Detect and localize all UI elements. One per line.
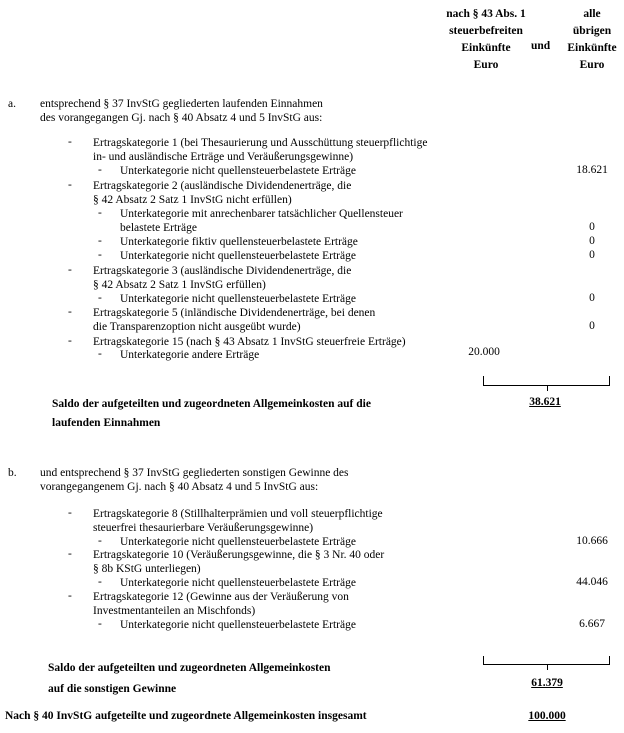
item-line: Investmentanteilen an Mischfonds): [93, 605, 256, 618]
list-item-subcategory: [98, 348, 259, 362]
item-line: Unterkategorie nicht quellensteuerbelastete Erträge: [120, 536, 356, 548]
dash-marker: -: [98, 618, 102, 630]
item-line: steuerfrei thesaurierbare Veräußerungsgewinne): [93, 522, 314, 535]
item-line: Ertragskategorie 15 (nach § 43 Absatz 1 InvStG steuerfreie Erträge): [93, 336, 406, 348]
sum-brace-a: [483, 376, 610, 386]
list-item-category-1: [68, 136, 427, 164]
item-line: § 8b KStG unterliegen): [93, 563, 201, 576]
column-header-unit: Euro: [473, 59, 499, 71]
item-line: Ertragskategorie 3 (ausländische Dividendenerträge, die: [93, 265, 352, 277]
section-a-label: a.: [8, 98, 16, 110]
saldo-b: [48, 658, 331, 700]
column-header-line: Einkünfte: [461, 42, 511, 54]
subtotal-b-value: 61.379: [531, 677, 563, 689]
saldo-line: Saldo der aufgeteilten und zugeordneten Allgemeinkosten auf die: [52, 398, 371, 410]
grand-total-value: 100.000: [528, 710, 566, 722]
item-line: Ertragskategorie 2 (ausländische Dividendenerträge, die: [93, 180, 352, 192]
item-line: Unterkategorie nicht quellensteuerbelastete Erträge: [120, 577, 356, 589]
item-line: Ertragskategorie 12 (Gewinne aus der Veräußerung von: [93, 591, 349, 603]
saldo-line: Saldo der aufgeteilten und zugeordneten Allgemeinkosten: [48, 662, 331, 674]
dash-marker: -: [98, 348, 102, 360]
item-line: Unterkategorie nicht quellensteuerbelastete Erträge: [120, 293, 356, 305]
item-line: Ertragskategorie 10 (Veräußerungsgewinne, die § 3 Nr. 40 oder: [93, 549, 385, 561]
column-header-line: nach § 43 Abs. 1: [446, 8, 526, 20]
list-item-category-10: [68, 548, 384, 576]
item-line: § 42 Absatz 2 Satz 1 InvStG nicht erfüllen): [93, 194, 292, 207]
dash-marker: -: [98, 164, 102, 176]
item-line: Ertragskategorie 8 (Stillhalterprämien und voll steuerpflichtige: [93, 508, 383, 520]
list-item-subcategory: [98, 249, 356, 263]
list-item-subcategory: [98, 292, 356, 306]
item-line: die Transparenzoption nicht ausgeübt wurde): [93, 321, 301, 334]
value-col2: 0: [589, 221, 595, 233]
value-col2: 6.667: [579, 618, 605, 630]
list-item-category-3: [68, 264, 351, 292]
column-header-conjunction: und: [531, 40, 551, 52]
item-line: Ertragskategorie 1 (bei Thesaurierung und Ausschüttung steuerpflichtige: [93, 137, 428, 149]
saldo-a: [52, 395, 371, 433]
dash-marker: -: [98, 249, 102, 261]
section-b-intro: [40, 467, 349, 494]
list-item-subcategory: [98, 164, 356, 178]
dash-marker: -: [68, 335, 72, 347]
value-col2: 0: [589, 292, 595, 304]
item-line: in- und ausländische Erträge und Veräußerungsgewinne): [93, 151, 354, 164]
dash-marker: -: [68, 548, 72, 560]
item-line: Unterkategorie nicht quellensteuerbelastete Erträge: [120, 165, 356, 177]
intro-line: entsprechend § 37 InvStG gegliederten laufenden Einnahmen: [40, 98, 323, 110]
list-item-subcategory: [98, 207, 403, 235]
intro-line: des vorangegangen Gj. nach § 40 Absatz 4 und 5 InvStG aus:: [40, 111, 323, 124]
sum-brace-b: [483, 656, 610, 665]
brace-tick: [547, 664, 548, 670]
list-item-subcategory: [98, 235, 358, 249]
dash-marker: -: [68, 179, 72, 191]
column-header-line: Einkünfte: [567, 42, 617, 54]
item-line: Ertragskategorie 5 (inländische Dividendenerträge, bei denen: [93, 307, 376, 319]
column-header-line: steuerbefreiten: [449, 25, 523, 37]
saldo-line: auf die sonstigen Gewinne: [48, 683, 177, 695]
value-col2: 0: [589, 320, 595, 332]
list-item-category-5: [68, 306, 375, 334]
item-line: Unterkategorie fiktiv quellensteuerbelastete Erträge: [120, 236, 358, 248]
subtotal-a-value: 38.621: [529, 396, 561, 408]
dash-marker: -: [98, 292, 102, 304]
item-line: belastete Erträge: [120, 222, 197, 235]
dash-marker: -: [68, 306, 72, 318]
column-header-unit: Euro: [579, 59, 605, 71]
list-item-subcategory: [98, 618, 356, 632]
item-line: § 42 Absatz 2 Satz 1 InvStG erfüllen): [93, 279, 266, 292]
value-col2: 10.666: [576, 535, 608, 547]
item-line: Unterkategorie andere Erträge: [120, 349, 260, 361]
intro-line: und entsprechend § 37 InvStG gegliederten sonstigen Gewinne des: [40, 467, 349, 479]
list-item-category-8: [68, 507, 383, 535]
brace-tick: [547, 385, 548, 391]
dash-marker: -: [68, 507, 72, 519]
value-col1: 20.000: [468, 346, 500, 358]
dash-marker: -: [98, 235, 102, 247]
column-header-line: alle: [583, 8, 601, 20]
dash-marker: -: [98, 207, 102, 219]
dash-marker: -: [68, 590, 72, 602]
saldo-line: laufenden Einnahmen: [52, 417, 161, 429]
dash-marker: -: [68, 264, 72, 276]
value-col2: 18.621: [576, 164, 608, 176]
column-header-tax-exempt: [443, 6, 529, 74]
section-b-label: b.: [8, 467, 17, 479]
item-line: Unterkategorie nicht quellensteuerbelastete Erträge: [120, 250, 356, 262]
intro-line: vorangegangenem Gj. nach § 40 Absatz 4 und 5 InvStG aus:: [40, 480, 319, 493]
column-header-line: übrigen: [572, 25, 612, 37]
grand-total-label: Nach § 40 InvStG aufgeteilte und zugeordnete Allgemeinkosten insgesamt: [5, 710, 367, 722]
dash-marker: -: [98, 535, 102, 547]
item-line: Unterkategorie nicht quellensteuerbelastete Erträge: [120, 619, 356, 631]
dash-marker: -: [98, 576, 102, 588]
column-header-other-income: [552, 6, 624, 74]
item-line: Unterkategorie mit anrechenbarer tatsächlicher Quellensteuer: [120, 208, 403, 220]
dash-marker: -: [68, 136, 72, 148]
list-item-category-2: [68, 179, 351, 207]
list-item-subcategory: [98, 576, 356, 590]
value-col2: 0: [589, 249, 595, 261]
section-a-intro: [40, 98, 323, 125]
list-item-category-12: [68, 590, 349, 618]
value-col2: 44.046: [576, 576, 608, 588]
value-col2: 0: [589, 235, 595, 247]
